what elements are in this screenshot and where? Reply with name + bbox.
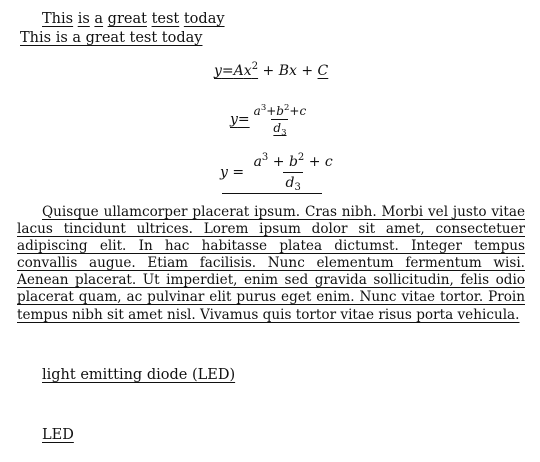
equation-3 (220, 152, 336, 193)
heading-word: This (42, 11, 74, 27)
eq1-A: A (233, 63, 244, 79)
eq1-C: C (317, 63, 329, 79)
eq3-denominator (283, 172, 302, 193)
eq2-numerator (252, 103, 309, 119)
eq1-plus2: + (296, 63, 318, 79)
heading-word: a (94, 11, 104, 27)
eq1-B: B (278, 63, 289, 79)
eq3-c: c (324, 154, 333, 170)
eq1-exponent: 2 (251, 61, 259, 72)
eq1-x: x (243, 63, 252, 79)
acronym-short-form: LED (42, 427, 74, 443)
eq3-lhs: y (220, 164, 228, 181)
eq2-plus1: + (266, 104, 277, 118)
eq1-equals: = (221, 63, 234, 79)
heading-word: today (183, 11, 225, 27)
heading-line-full: This is a great test today (20, 30, 203, 46)
heading-line-words (42, 10, 225, 28)
heading-word: great (107, 11, 147, 27)
eq2-a-exp: 3 (260, 103, 267, 113)
eq3-d-sub: 3 (294, 182, 301, 193)
eq3-plus1: + (268, 154, 289, 170)
eq2-c: c (299, 104, 307, 118)
eq3-b: b (288, 154, 298, 170)
eq2-lhs: y (230, 111, 238, 128)
eq3-fraction (251, 152, 336, 193)
eq2-d: d (273, 121, 282, 135)
eq3-numerator (251, 152, 336, 172)
eq3-equals: = (227, 164, 249, 181)
equation-2 (230, 103, 308, 136)
acronym-full-form: light emitting diode (LED) (42, 367, 236, 383)
eq2-b: b (276, 104, 284, 118)
eq3-a-exp: 3 (261, 152, 269, 163)
heading-word: test (151, 11, 180, 27)
eq2-fraction (252, 103, 309, 136)
eq1-lhs: y (214, 63, 222, 79)
eq2-a: a (253, 104, 261, 118)
eq1-plus1: + (258, 63, 279, 79)
eq3-d: d (285, 175, 295, 191)
eq2-plus2: + (289, 104, 300, 118)
eq3-underline-rule (222, 193, 322, 194)
equation-1 (214, 63, 328, 79)
eq3-b-exp: 2 (297, 152, 305, 163)
eq3-a: a (253, 154, 262, 170)
body-paragraph: Quisque ullamcorper placerat ipsum. Cras nibh. Morbi vel justo vitae lacus tincidunt ultrices. Lorem ipsum dolor sit amet, consectetuer adipiscing elit. In hac habitasse platea dictumst. Integer tempus convallis augue. Etiam facilisis. Nunc elementum fermentum wisi. Aenean placerat. Ut imperdiet, enim sed gravida sollicitudin, felis odio placerat quam, ac pulvinar elit purus eget enim. Nunc vitae tortor. Proin tempus nibh sit amet nisl. Vivamus quis tortor vitae risus porta vehicula. (17, 204, 525, 323)
heading-word: is (77, 11, 90, 27)
eq2-denominator (271, 119, 288, 136)
eq2-b-exp: 2 (283, 103, 290, 113)
eq2-d-sub: 3 (281, 128, 287, 138)
eq2-equals: = (237, 111, 250, 128)
eq1-x2: x (289, 63, 297, 79)
eq3-plus2: + (304, 154, 325, 170)
